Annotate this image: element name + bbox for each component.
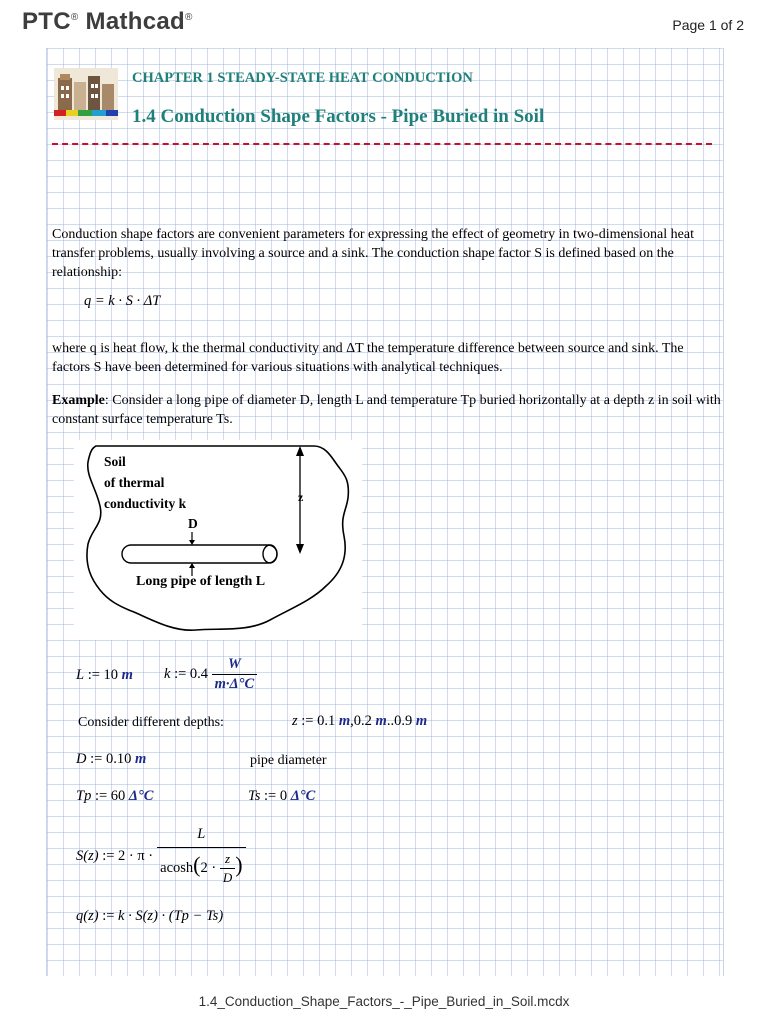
diameter-note: pipe diameter [250,753,327,768]
diameter-label: D [188,516,198,531]
app-header [0,0,768,48]
shape-factor-num: L [157,826,245,848]
pipe-end [263,545,277,563]
depth-v2: 0.2 [353,713,372,729]
shape-factor-prefix: 2 · π · [118,847,154,864]
depth-arrow-bottom [296,544,304,554]
length-lhs: L [76,667,85,683]
pipe-diagram [74,440,362,640]
soil-boundary [87,446,348,630]
surface-temperature-definition[interactable]: Ts := 0 Δ°C [248,788,316,804]
depth-range-definition[interactable]: z := 0.1 m,0.2 m..0.9 m [292,713,428,729]
example-text: : Consider a long pipe of diameter D, length L and temperature Tp buried horizontally at a depth z in soil with constant surface temperature Ts. [52,393,721,427]
length-definition[interactable]: L := 10 m [76,667,133,683]
acosh-label: acosh [160,859,194,876]
heat-flow-equation[interactable]: q = k · S · ΔT [84,293,161,309]
pipe-temp-unit: Δ°C [128,788,154,804]
depth-arrow-top [296,446,304,456]
depth-v3: 0.9 [394,713,413,729]
logo-tm-mark: ® [185,12,193,23]
depth-u2: m [375,713,387,729]
surface-temp-unit: Δ°C [290,788,316,804]
heat-flow-lhs: q(z) [76,908,99,924]
section-title: 1.4 Conduction Shape Factors - Pipe Buried in Soil [132,106,545,127]
chapter-title: CHAPTER 1 STEADY-STATE HEAT CONDUCTION [132,70,473,86]
pipe-label: Long pipe of length L [136,574,266,589]
conductivity-lhs: k [164,665,171,682]
ptc-mathcad-logo [22,8,193,36]
logo-reg-mark: ® [70,12,79,23]
conductivity-value: 0.4 [189,665,209,682]
length-value: 10 [103,667,119,683]
pipe-temperature-definition[interactable]: Tp := 60 Δ°C [76,788,154,804]
diameter-value: 0.10 [105,751,132,767]
page-indicator: Page 1 of 2 [672,17,744,33]
shape-factor-den: acosh(2 · $\frac{z}{D}$ ) [160,851,243,885]
diameter-definition[interactable]: D := 0.10 m [76,751,147,767]
conductivity-definition[interactable]: k := 0.4 $\frac{W}{m\cdot\Delta^\circ C}$ [164,656,257,693]
depth-u1: m [338,713,351,729]
conductivity-unit-fraction [212,656,257,693]
conductivity-unit-num: W [212,656,257,675]
diameter-unit: m [134,751,147,767]
surface-temp-lhs: Ts [248,788,261,804]
depth-v1: 0.1 [317,713,336,729]
example-paragraph [52,391,722,429]
pipe-diagram-drawing [74,440,362,640]
pipe-temp-value: 60 [110,788,126,804]
diameter-arrow-top [189,540,195,545]
depth-label: z [298,490,304,504]
logo-product: Mathcad [85,8,185,35]
z-over-d-den: D [222,870,233,885]
pipe-temp-lhs: Tp [76,788,92,804]
example-label: Example [52,393,105,408]
definition-paragraph: where q is heat flow, k the thermal conductivity and ΔT the temperature difference between source and sink. The factors S have been determined for various situations with analytical techniques. [52,341,684,375]
intro-paragraph: Conduction shape factors are convenient parameters for expressing the effect of geometry in two-dimensional heat transfer problems, usually involving a source and a sink. The conduction shape factor S is defined based on the relationship: [52,227,694,280]
shape-factor-fraction [157,826,245,886]
heat-flow-function[interactable]: q(z) := k · S(z) · (Tp − Ts) [76,908,224,924]
depth-u3: m [415,713,428,729]
soil-label-3: conductivity k [104,496,187,511]
shape-factor-lhs: S(z) [76,847,99,864]
diameter-lhs: D [76,751,87,767]
z-over-d-num: z [220,851,235,869]
soil-label-1: Soil [104,454,126,469]
heat-flow-rhs: k · S(z) · (Tp − Ts) [118,908,224,924]
acosh-two: 2 · [200,859,217,876]
title-divider [52,143,712,145]
length-unit: m [121,667,133,683]
conductivity-unit-den: m·Δ°C [214,676,255,692]
diameter-arrow-bottom [189,563,195,568]
pipe-body [122,545,277,563]
surface-temp-value: 0 [279,788,288,804]
depth-text: Consider different depths: [78,715,224,730]
z-over-d-fraction [220,851,235,886]
textbook-icon [54,68,118,120]
file-name-footer: 1.4_Conduction_Shape_Factors_-_Pipe_Buried_in_Soil.mcdx [198,994,570,1009]
logo-brand: PTC [22,8,71,35]
soil-label-2: of thermal [104,475,165,490]
shape-factor-function[interactable]: S(z) := 2 · π · L acosh(2 · $\frac{z}{D}$ ) [76,826,246,886]
depth-lhs: z [292,713,298,729]
